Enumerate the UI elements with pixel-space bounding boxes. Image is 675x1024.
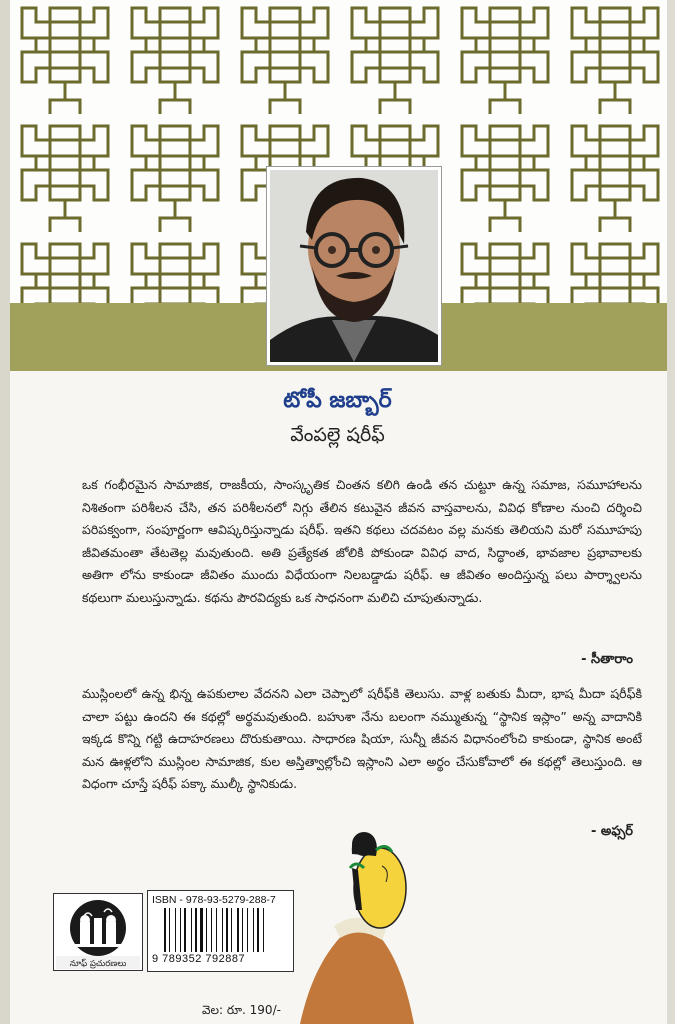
review-paragraph-2: ముస్లింలలో ఉన్న భిన్న ఉపకులాల వేదనని ఎలా చెప్పాలో షరీఫ్‌కి తెలుసు. వాళ్ల బతుకు మీదా, భాష మీదా షరీఫ్‌కి చాలా పట్టు ఉందని ఈ కథల్లో అర్థమవుతుంది. బహుశా నేను బలంగా నమ్ముతున్న “స్థానిక ఇస్లాం” అన్న వాదానికి ఇక్కడ కొన్ని గట్టి ఉదాహరణలు దొరుకుతాయి. సాధారణ షియా, సున్నీ జీవన విధానంలోంచి కాకుండా, స్థానిక అంటే మన ఊళ్లలోని ముస్లింల సామాజిక, కుల అస్తిత్వాల్లోంచి ఇస్లాంని ఎలా అర్థం చేసుకోవాలో ఈ కథల్లో తెలుస్తుంది. ఆ విధంగా చూస్తే షరీఫ్ పక్కా ముల్కీ స్థానికుడు. bbox=[82, 686, 642, 792]
barcode-bar bbox=[206, 908, 207, 952]
barcode-number: 9 789352 792887 bbox=[152, 953, 246, 965]
author-photo-frame bbox=[266, 166, 442, 366]
book-title: టోపీ జబ్బార్ bbox=[283, 388, 392, 413]
barcode-bar bbox=[164, 908, 166, 952]
isbn-barcode-box bbox=[147, 890, 294, 972]
barcode-bar bbox=[263, 908, 264, 952]
publisher-logo bbox=[53, 893, 143, 971]
review-paragraph-1: ఒక గంభీరమైన సామాజిక, రాజకీయ, సాంస్కృతిక చింతన కలిగి ఉండి తన చుట్టూ ఉన్న సమాజ, సమూహాలను నిశితంగా పరిశీలన చేసి, తన పరిశీలనలో నిగ్గు తేలిన కటువైన జీవన వాస్తవాలను, వివిధ కోణాల నుంచి దర్శించి పరిపక్వంగా, సంపూర్ణంగా ఆవిష్కరిస్తున్నాడు షరీఫ్. ఇతని కథలు చదవటం వల్ల మనకు తెలియని మరో సమూహపు జీవితమంతా తేటతెల్ల మవుతుంది. అతి ప్రత్యేకత జోలికి పోకుండా వివిధ వాద, సిద్ధాంత, భావజాల ప్రభావాలకు అతిగా లోను కాకుండా జీవితం ముందు విధేయంగా నిలబడ్డాడు షరీఫ్. ఆ జీవితం అందిస్తున్న పలు పార్శ్వాలను కథలుగా మలుస్తున్నాడు. కథను పౌరవిద్యకు ఒక సాధనంగా మలిచి చూపుతున్నాడు. bbox=[82, 477, 642, 605]
barcode-bar bbox=[184, 908, 186, 952]
isbn-label: ISBN - 978-93-5279-288-7 bbox=[152, 894, 276, 906]
author-photo bbox=[270, 170, 438, 362]
barcode-bar bbox=[175, 908, 176, 952]
barcode-bar bbox=[191, 908, 192, 952]
barcode-bar bbox=[231, 908, 232, 952]
publisher-logo-icon bbox=[54, 894, 142, 970]
barcode-bar bbox=[216, 908, 217, 952]
cover-left-edge bbox=[0, 0, 10, 1024]
barcode-bar bbox=[195, 908, 197, 952]
barcode-bar bbox=[257, 908, 259, 952]
publisher-name: నూఫ్ ప్రచురణలు bbox=[69, 959, 127, 969]
girl-illustration bbox=[290, 830, 420, 1024]
author-name: వేంపల్లె షరీఫ్ bbox=[290, 424, 385, 446]
barcode-bar bbox=[237, 908, 239, 952]
barcode-bar bbox=[222, 908, 223, 952]
barcode-icon bbox=[164, 908, 282, 952]
barcode-bar bbox=[226, 908, 228, 952]
barcode-bar bbox=[211, 908, 212, 952]
price-label: వెల: రూ. 190/- bbox=[202, 1003, 281, 1017]
barcode-bar bbox=[242, 908, 243, 952]
barcode-bar bbox=[200, 908, 203, 952]
cover-right-edge bbox=[667, 0, 675, 1024]
barcode-bar bbox=[253, 908, 254, 952]
barcode-bar bbox=[169, 908, 170, 952]
review-signature-2: - అఫ్సర్ bbox=[591, 824, 633, 839]
barcode-bar bbox=[247, 908, 248, 952]
barcode-bar bbox=[180, 908, 181, 952]
review-signature-1: - సీతారాం bbox=[581, 652, 633, 667]
author-portrait bbox=[270, 170, 438, 362]
